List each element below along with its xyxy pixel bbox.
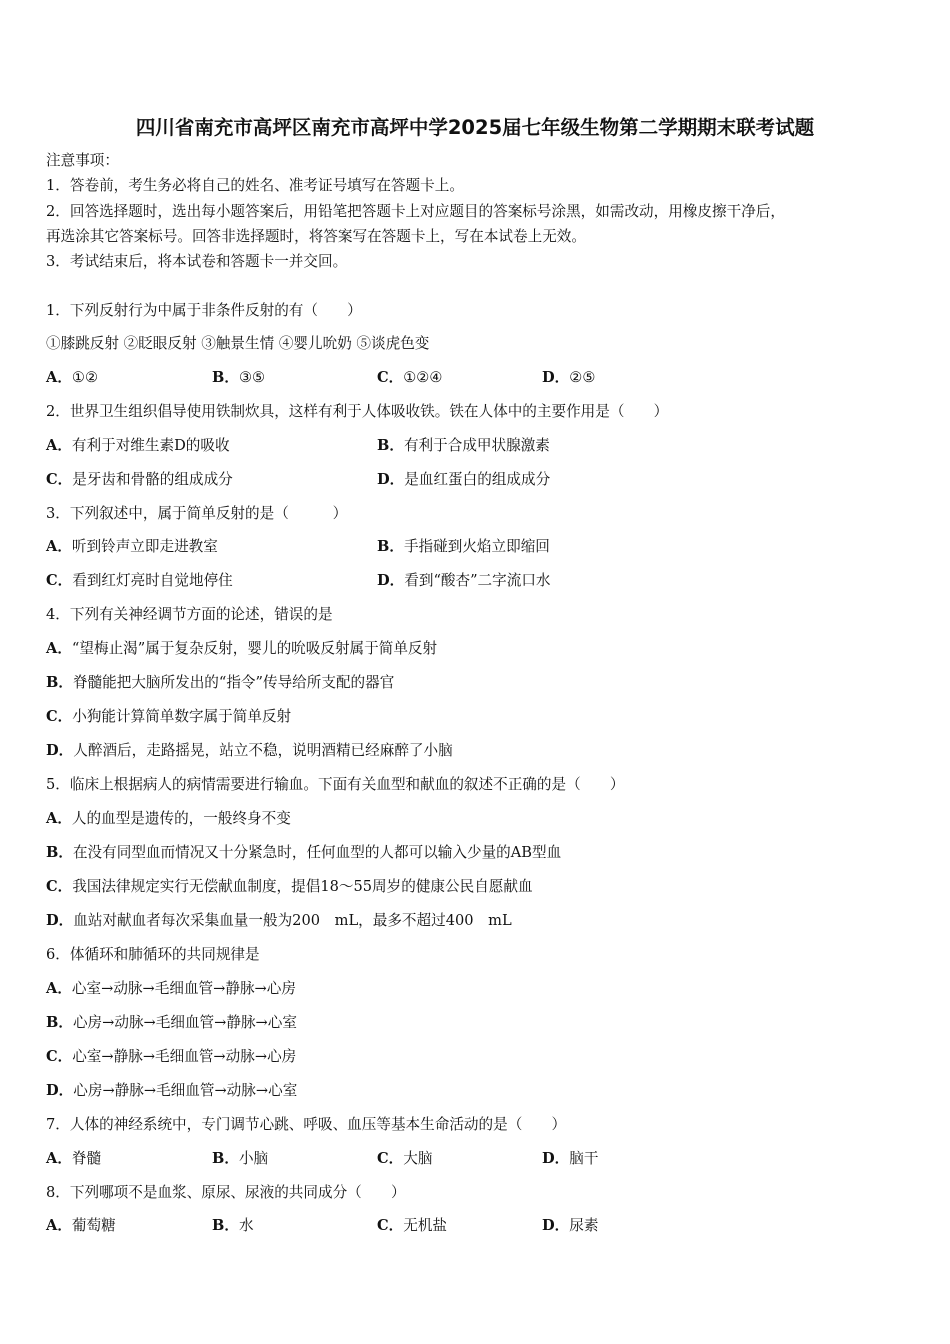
q5-option-b xyxy=(46,843,561,863)
option-text: 大脑 xyxy=(403,1150,433,1167)
option-key: B． xyxy=(46,674,73,691)
option-text: 看到红灯亮时自觉地停住 xyxy=(72,572,233,589)
option-key: C． xyxy=(46,1048,73,1065)
q5-option-a xyxy=(46,809,291,829)
option-text: 水 xyxy=(238,1217,254,1234)
option-key: C． xyxy=(377,369,404,386)
q7-option-c xyxy=(377,1149,432,1169)
option-text: 有利于合成甲状腺激素 xyxy=(403,437,550,454)
option-text: 脊髓 xyxy=(71,1150,102,1167)
option-key: C． xyxy=(46,708,73,725)
option-text: 脊髓能把大脑所发出的“指令”传导给所支配的器官 xyxy=(72,674,395,691)
option-text: 在没有同型血而情况又十分紧急时，任何血型的人都可以输入少量的AB型血 xyxy=(72,844,562,861)
option-text: “望梅止渴”属于复杂反射，婴儿的吮吸反射属于简单反射 xyxy=(71,640,438,657)
option-text: 小狗能计算简单数字属于简单反射 xyxy=(72,708,292,725)
option-text: 是牙齿和骨骼的组成成分 xyxy=(72,471,233,488)
option-text: 血站对献血者每次采集血量一般为200 mL，最多不超过400 mL xyxy=(73,912,512,929)
option-text: 有利于对维生素D的吸收 xyxy=(71,437,230,454)
q4-option-b xyxy=(46,673,394,693)
question-5-stem: 5．临床上根据病人的病情需要进行输血。下面有关血型和献血的叙述不正确的是（ ） xyxy=(46,776,625,793)
note-item: 3．考试结束后，将本试卷和答题卡一并交回。 xyxy=(46,253,348,270)
q8-option-c xyxy=(377,1216,447,1236)
option-key: B． xyxy=(377,437,404,454)
option-key: B． xyxy=(212,369,239,386)
question-2-stem: 2．世界卫生组织倡导使用铁制炊具，这样有利于人体吸收铁。铁在人体中的主要作用是（ ） xyxy=(46,403,669,420)
question-1-items: ①膝跳反射 ②眨眼反射 ③触景生情 ④婴儿吮奶 ⑤谈虎色变 xyxy=(46,335,430,352)
option-text: ①② xyxy=(71,369,99,386)
q3-option-b xyxy=(377,537,550,557)
note-item: 1．答卷前，考生务必将自己的姓名、准考证号填写在答题卡上。 xyxy=(46,177,464,194)
option-key: A． xyxy=(46,369,72,386)
option-text: ②⑤ xyxy=(569,369,596,386)
option-text: 尿素 xyxy=(569,1217,599,1234)
note-item: 2．回答选择题时，选出每小题答案后，用铅笔把答题卡上对应题目的答案标号涂黑，如需改动，用橡皮擦干净后， xyxy=(46,203,785,220)
option-text: 脑干 xyxy=(569,1150,599,1167)
q7-option-a xyxy=(46,1149,101,1169)
q1-option-c xyxy=(377,368,442,388)
option-key: C． xyxy=(46,471,73,488)
option-key: A． xyxy=(46,538,72,555)
q3-option-a xyxy=(46,537,218,557)
option-key: C． xyxy=(377,1217,404,1234)
q2-option-d xyxy=(377,470,550,490)
option-text: 心室→静脉→毛细血管→动脉→心房 xyxy=(72,1048,297,1065)
q7-option-d xyxy=(542,1149,598,1169)
option-key: D． xyxy=(377,572,405,589)
note-item: 再选涂其它答案标号。回答非选择题时，将答案写在答题卡上，写在本试卷上无效。 xyxy=(46,228,586,245)
option-key: A． xyxy=(46,437,72,454)
option-key: B． xyxy=(46,844,73,861)
q1-option-d xyxy=(542,368,595,388)
q1-option-b xyxy=(212,368,265,388)
option-key: A． xyxy=(46,640,72,657)
q3-option-d xyxy=(377,571,551,591)
q8-option-d xyxy=(542,1216,598,1236)
option-text: 听到铃声立即走进教室 xyxy=(71,538,218,555)
question-8-stem: 8．下列哪项不是血浆、原尿、尿液的共同成分（ ） xyxy=(46,1184,406,1201)
q6-option-d xyxy=(46,1081,297,1101)
option-text: 葡萄糖 xyxy=(71,1217,116,1234)
option-key: B． xyxy=(212,1150,239,1167)
option-key: A． xyxy=(46,980,72,997)
option-key: C． xyxy=(46,572,73,589)
option-text: 手指碰到火焰立即缩回 xyxy=(403,538,550,555)
q8-option-b xyxy=(212,1216,254,1236)
page-title: 四川省南充市高坪区南充市高坪中学2025届七年级生物第二学期期末联考试题 xyxy=(135,116,815,139)
q1-option-a xyxy=(46,368,98,388)
q3-option-c xyxy=(46,571,233,591)
option-key: D． xyxy=(542,1150,570,1167)
option-text: 心房→静脉→毛细血管→动脉→心室 xyxy=(73,1082,298,1099)
option-key: C． xyxy=(377,1150,404,1167)
option-key: B． xyxy=(46,1014,73,1031)
option-text: 心房→动脉→毛细血管→静脉→心室 xyxy=(72,1014,297,1031)
question-4-stem: 4．下列有关神经调节方面的论述，错误的是 xyxy=(46,606,333,623)
option-text: 心室→动脉→毛细血管→静脉→心房 xyxy=(71,980,296,997)
question-1-stem: 1．下列反射行为中属于非条件反射的有（ ） xyxy=(46,302,362,319)
option-text: 看到“酸杏”二字流口水 xyxy=(404,572,551,589)
q2-option-c xyxy=(46,470,233,490)
option-text: 人醉酒后，走路摇晃，站立不稳，说明酒精已经麻醉了小脑 xyxy=(73,742,453,759)
option-key: A． xyxy=(46,810,72,827)
notes-heading: 注意事项： xyxy=(46,152,119,169)
option-text: 小脑 xyxy=(238,1150,269,1167)
option-key: A． xyxy=(46,1217,72,1234)
option-text: 是血红蛋白的组成成分 xyxy=(404,471,551,488)
q5-option-c xyxy=(46,877,533,897)
q2-option-a xyxy=(46,436,230,456)
option-key: D． xyxy=(542,369,570,386)
q2-option-b xyxy=(377,436,550,456)
option-key: C． xyxy=(46,878,73,895)
question-6-stem: 6．体循环和肺循环的共同规律是 xyxy=(46,946,260,963)
q4-option-a xyxy=(46,639,437,659)
option-key: D． xyxy=(542,1217,570,1234)
option-text: ③⑤ xyxy=(238,369,266,386)
q4-option-d xyxy=(46,741,453,761)
q6-option-b xyxy=(46,1013,297,1033)
option-key: B． xyxy=(377,538,404,555)
option-key: B． xyxy=(212,1217,239,1234)
question-3-stem: 3．下列叙述中，属于简单反射的是（ ） xyxy=(46,505,348,522)
q5-option-d xyxy=(46,911,512,931)
option-text: ①②④ xyxy=(403,369,443,386)
q6-option-c xyxy=(46,1047,296,1067)
question-7-stem: 7．人体的神经系统中，专门调节心跳、呼吸、血压等基本生命活动的是（ ） xyxy=(46,1116,567,1133)
option-key: D． xyxy=(46,742,74,759)
option-text: 我国法律规定实行无偿献血制度，提倡18～55周岁的健康公民自愿献血 xyxy=(72,878,533,895)
q7-option-b xyxy=(212,1149,268,1169)
option-key: A． xyxy=(46,1150,72,1167)
q8-option-a xyxy=(46,1216,116,1236)
option-key: D． xyxy=(377,471,405,488)
q4-option-c xyxy=(46,707,291,727)
option-text: 无机盐 xyxy=(403,1217,448,1234)
option-text: 人的血型是遗传的，一般终身不变 xyxy=(71,810,291,827)
option-key: D． xyxy=(46,1082,74,1099)
option-key: D． xyxy=(46,912,74,929)
q6-option-a xyxy=(46,979,296,999)
